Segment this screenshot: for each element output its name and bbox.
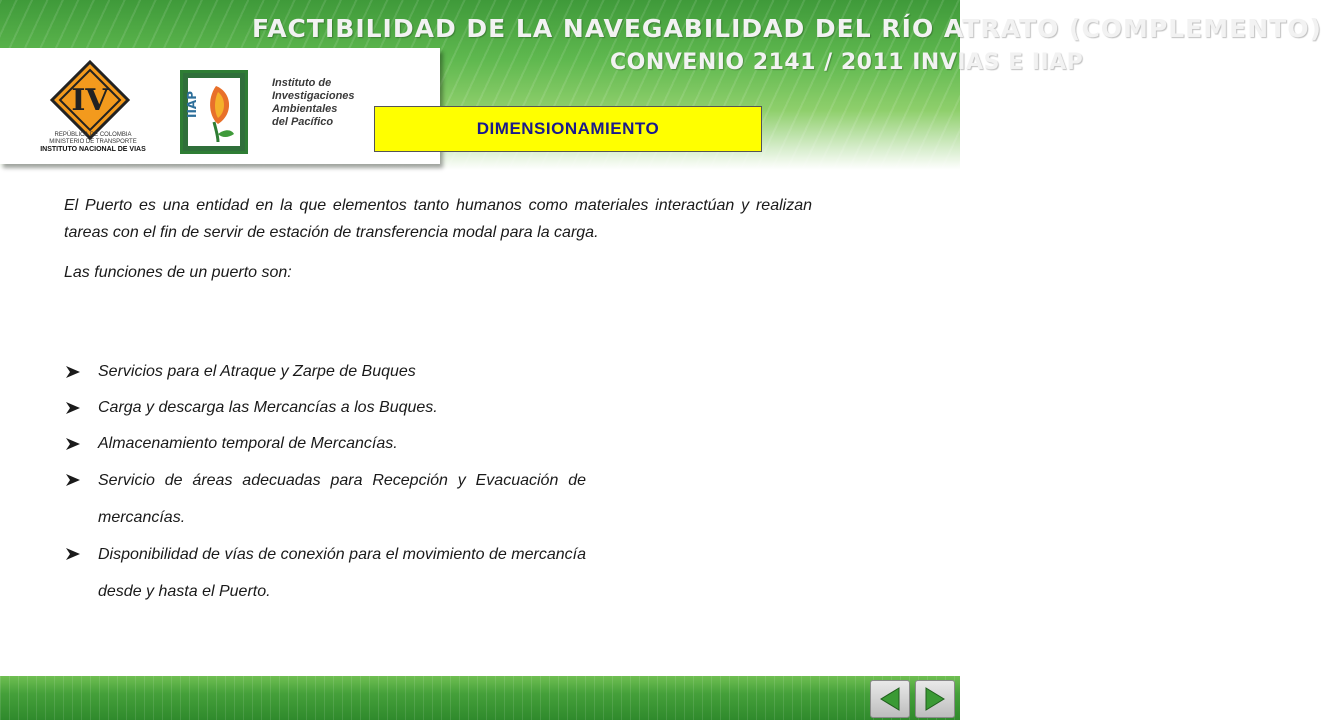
iiap-logo-inner <box>185 78 240 146</box>
list-item-text: Carga y descarga las Mercancías a los Buques. <box>98 399 438 416</box>
iiap-name-line: Investigaciones <box>272 90 355 102</box>
functions-heading: Las funciones de un puerto son: <box>64 264 292 281</box>
functions-list <box>64 354 586 610</box>
list-item <box>64 426 586 462</box>
page-title: FACTIBILIDAD DE LA NAVEGABILIDAD DEL RÍO ATRATO (COMPLEMENTO) <box>252 14 1322 43</box>
intro-paragraph: El Puerto es una entidad en la que elementos tanto humanos como materiales interactúan y realizan tareas con el fin de servir de estación de transferencia modal para la carga. <box>64 197 812 241</box>
list-item <box>64 536 586 610</box>
list-item <box>64 390 586 426</box>
arrow-right-icon <box>922 686 948 712</box>
section-banner: DIMENSIONAMIENTO <box>374 106 762 152</box>
list-item-text: Disponibilidad de vías de conexión para el movimiento de mercancía desde y hasta el Puerto. <box>98 546 586 600</box>
iiap-mark: IIAP <box>185 90 199 118</box>
list-item-text: Almacenamiento temporal de Mercancías. <box>98 435 398 452</box>
iiap-logo <box>180 70 248 154</box>
footer-texture <box>0 676 960 720</box>
list-item <box>64 462 586 536</box>
iiap-name <box>272 77 355 129</box>
prev-slide-button[interactable] <box>870 680 910 718</box>
invias-line3: INSTITUTO NACIONAL DE VIAS <box>40 146 146 153</box>
list-item-text: Servicio de áreas adecuadas para Recepción y Evacuación de mercancías. <box>98 472 586 526</box>
iiap-name-line: Instituto de <box>272 77 332 89</box>
arrow-bullet-icon <box>66 402 80 414</box>
invias-diamond-icon <box>20 60 160 140</box>
iiap-flower-icon <box>185 78 240 146</box>
invias-line2: MINISTERIO DE TRANSPORTE <box>49 139 137 145</box>
invias-mark: IV <box>71 83 109 118</box>
arrow-bullet-icon <box>66 366 80 378</box>
list-item-text: Servicios para el Atraque y Zarpe de Buques <box>98 363 416 380</box>
content-body <box>64 192 812 286</box>
arrow-left-icon <box>877 686 903 712</box>
arrow-bullet-icon <box>66 438 80 450</box>
next-slide-button[interactable] <box>915 680 955 718</box>
arrow-bullet-icon <box>66 548 80 560</box>
list-item <box>64 354 586 390</box>
page-subtitle: CONVENIO 2141 / 2011 INVIAS E IIAP <box>610 50 1084 75</box>
arrow-bullet-icon <box>66 474 80 486</box>
iiap-name-line: Ambientales <box>272 103 338 115</box>
invias-caption <box>18 132 168 154</box>
invias-line1: REPÚBLICA DE COLOMBIA <box>54 132 132 138</box>
iiap-name-line: del Pacífico <box>272 116 334 128</box>
